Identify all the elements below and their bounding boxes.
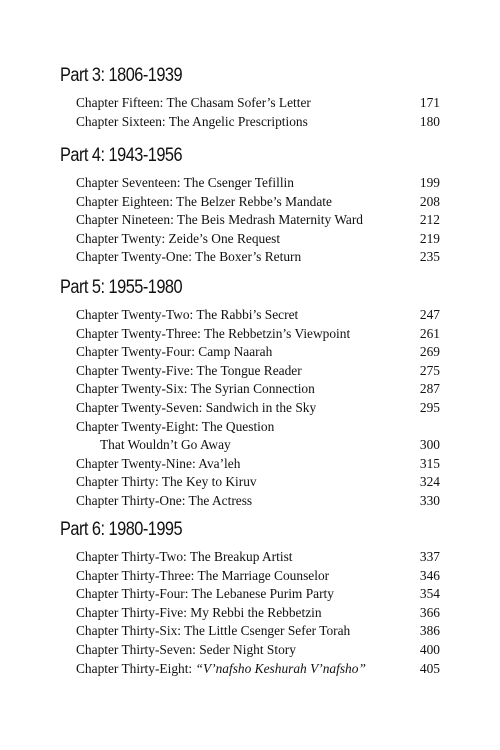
part-title: Part 6: 1980-1995 [60, 519, 183, 540]
toc-entry[interactable] [60, 548, 440, 567]
chapter-title: Chapter Thirty-Three: The Marriage Counselor [76, 567, 330, 583]
toc-entry[interactable] [60, 325, 440, 344]
page-number: 324 [419, 474, 440, 490]
toc-entry[interactable] [60, 211, 440, 230]
chapter-title: Chapter Twenty-Seven: Sandwich in the Sky [76, 399, 317, 415]
chapter-title: Chapter Sixteen: The Angelic Prescriptions [76, 113, 308, 129]
chapter-title: Chapter Thirty-Six: The Little Csenger Sefer Torah [76, 623, 351, 639]
toc-entry[interactable] [60, 585, 440, 604]
chapter-title: Chapter Thirty-Seven: Seder Night Story [76, 641, 296, 657]
chapter-title: Chapter Thirty: The Key to Kiruv [76, 474, 257, 490]
page-number: 199 [419, 175, 440, 190]
part-title: Part 5: 1955-1980 [60, 277, 183, 298]
toc-entry[interactable] [60, 473, 440, 492]
page-number: 405 [419, 660, 440, 676]
page-number: 386 [419, 623, 440, 639]
page-number: 247 [419, 307, 440, 322]
page-number: 208 [419, 193, 440, 209]
toc-entry[interactable] [60, 399, 440, 418]
toc-entry[interactable] [60, 492, 440, 511]
chapter-title: That Wouldn’t Go Away [100, 437, 231, 453]
page-number: 212 [419, 212, 440, 228]
toc-entry[interactable] [60, 193, 440, 212]
toc-entry[interactable] [60, 604, 440, 623]
chapter-title: Chapter Twenty-Three: The Rebbetzin’s Viewpoint [76, 325, 351, 341]
toc-entry[interactable] [60, 660, 440, 679]
part-5-section [60, 276, 440, 511]
toc-entry[interactable] [60, 306, 440, 325]
chapter-list [60, 548, 440, 678]
toc-entry[interactable] [60, 113, 440, 132]
toc-entry[interactable] [60, 94, 440, 113]
toc-entry-continuation[interactable] [60, 436, 440, 455]
chapter-list [60, 174, 440, 267]
chapter-list [60, 94, 440, 131]
page-number: 315 [419, 455, 440, 471]
toc-entry[interactable] [60, 455, 440, 474]
chapter-title: Chapter Thirty-Four: The Lebanese Purim Party [76, 586, 334, 602]
page-number: 235 [419, 249, 440, 265]
part-4-section [60, 144, 440, 267]
chapter-title: Chapter Twenty-Five: The Tongue Reader [76, 362, 302, 378]
chapter-title: Chapter Twenty-Nine: Ava’leh [76, 455, 241, 471]
page-number: 180 [419, 113, 440, 129]
toc-entry[interactable] [60, 567, 440, 586]
page-number: 269 [419, 344, 440, 360]
page-number: 287 [419, 381, 440, 397]
chapter-title-prefix: Chapter Thirty-Eight: [76, 660, 196, 676]
chapter-title: Chapter Seventeen: The Csenger Tefillin [76, 175, 294, 190]
chapter-title: Chapter Thirty-One: The Actress [76, 492, 253, 508]
toc-entry[interactable] [60, 174, 440, 193]
chapter-title: Chapter Twenty-Eight: The Question [76, 418, 275, 434]
page-number: 295 [419, 399, 440, 415]
part-title: Part 3: 1806-1939 [60, 65, 183, 86]
chapter-title: Chapter Twenty-Two: The Rabbi’s Secret [76, 307, 299, 322]
part-3-section [60, 64, 440, 131]
chapter-title-italic: “V’nafsho Keshurah V’nafsho” [195, 660, 366, 676]
page-number: 366 [419, 604, 440, 620]
toc-entry[interactable] [60, 622, 440, 641]
page-number: 261 [419, 325, 440, 341]
chapter-title: Chapter Twenty: Zeide’s One Request [76, 230, 281, 246]
chapter-list [60, 306, 440, 511]
toc-entry[interactable] [60, 343, 440, 362]
chapter-title: Chapter Twenty-One: The Boxer’s Return [76, 249, 302, 265]
chapter-title [76, 660, 366, 679]
chapter-title: Chapter Thirty-Two: The Breakup Artist [76, 549, 293, 564]
toc-entry[interactable] [60, 248, 440, 267]
toc-entry[interactable] [60, 641, 440, 660]
part-title: Part 4: 1943-1956 [60, 145, 183, 166]
page-number: 275 [419, 362, 440, 378]
page-number: 354 [419, 586, 440, 602]
chapter-title: Chapter Twenty-Six: The Syrian Connection [76, 381, 315, 397]
page-number: 219 [419, 230, 440, 246]
toc-entry[interactable] [60, 418, 440, 437]
toc-entry[interactable] [60, 362, 440, 381]
chapter-title: Chapter Thirty-Five: My Rebbi the Rebbetzin [76, 604, 322, 620]
chapter-title: Chapter Nineteen: The Beis Medrash Maternity Ward [76, 212, 363, 228]
page-number: 337 [419, 549, 440, 564]
chapter-title: Chapter Twenty-Four: Camp Naarah [76, 344, 273, 360]
toc-entry[interactable] [60, 230, 440, 249]
page-number: 346 [419, 567, 440, 583]
chapter-title: Chapter Fifteen: The Chasam Sofer’s Letter [76, 95, 311, 110]
page-number: 330 [419, 492, 440, 508]
page-number: 171 [419, 95, 440, 110]
chapter-title: Chapter Eighteen: The Belzer Rebbe’s Mandate [76, 193, 332, 209]
part-6-section [60, 518, 440, 678]
toc-entry[interactable] [60, 380, 440, 399]
page-number: 400 [419, 641, 440, 657]
page-number: 300 [419, 437, 440, 453]
